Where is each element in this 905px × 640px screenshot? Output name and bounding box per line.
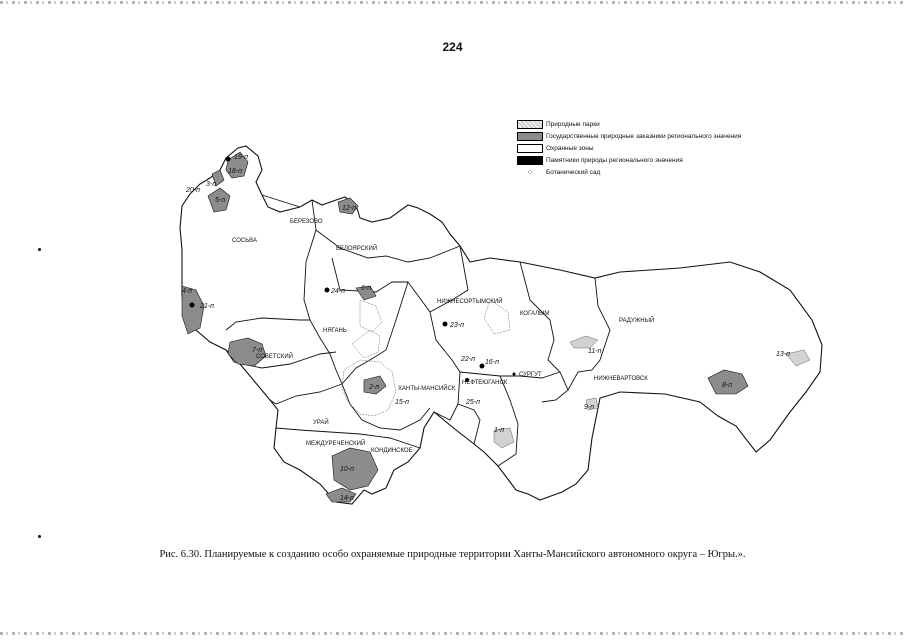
label-sosva: СОСЬВА <box>232 238 257 244</box>
label-berezovo: БЕРЕЗОВО <box>290 219 323 225</box>
oopt-24: 24-п <box>331 288 345 295</box>
oopt-20: 20-п <box>186 187 200 194</box>
bullet-mark <box>38 248 41 251</box>
legend-label: Государственные природные заказники регионального значения <box>546 132 742 140</box>
label-sovetsky: СОВЕТСКИЙ <box>256 354 293 360</box>
park-swatch-icon <box>517 120 543 129</box>
oopt-18: 18-п <box>228 168 242 175</box>
oopt-9: 9-п <box>584 404 595 411</box>
oopt-15: 15-п <box>395 399 409 406</box>
oopt-10: 10-п <box>340 466 354 473</box>
oopt-6: 6-п <box>361 285 372 292</box>
oopt-4: 4-п <box>182 288 193 295</box>
oopt-13: 13-п <box>776 351 790 358</box>
label-nefteyugansk: НЕФТЕЮГАНСК <box>462 380 508 386</box>
oopt-25: 25-п <box>466 399 480 406</box>
label-nyagan: НЯГАНЬ <box>323 328 347 334</box>
oopt-23: 23-п <box>450 322 464 329</box>
legend-item-zones <box>517 142 741 154</box>
oopt-11: 11-п <box>588 348 602 355</box>
zone-swatch-icon <box>517 144 543 153</box>
label-nizhnevartovsk: НИЖНЕВАРТОВСК <box>594 376 648 382</box>
oopt-8: 8-п <box>722 382 733 389</box>
legend-item-reserves <box>517 130 741 142</box>
oopt-21: 21-п <box>200 303 214 310</box>
garden-swatch-icon: ⁘ <box>526 167 534 177</box>
map-legend <box>517 118 741 178</box>
label-surgut: СУРГУТ <box>519 372 542 378</box>
legend-label: Памятники природы регионального значения <box>546 156 683 164</box>
page-number: 224 <box>442 40 463 54</box>
label-khanty-mansiysk: ХАНТЫ-МАНСИЙСК <box>398 386 456 392</box>
oopt-16: 16-п <box>485 359 499 366</box>
figure-caption: Рис. 6.30. Планируемые к созданию особо охраняемые природные территории Ханты-Мансийского автономного округа – Югры.». <box>159 549 746 560</box>
legend-item-parks <box>517 118 741 130</box>
oopt-2: 2-п <box>369 384 380 391</box>
oopt-5: 5-п <box>215 197 226 204</box>
bullet-mark <box>38 535 41 538</box>
oopt-1: 1-п <box>494 427 505 434</box>
label-beloyarsky: БЕЛОЯРСКИЙ <box>336 246 378 252</box>
legend-label: Охранные зоны <box>546 144 594 152</box>
legend-label: Ботанический сад <box>546 168 601 176</box>
monument-swatch-icon <box>517 156 543 165</box>
oopt-12: 12-п <box>342 205 356 212</box>
label-uray: УРАЙ <box>313 420 329 426</box>
oopt-19: 19-п <box>234 154 248 161</box>
oopt-3: 3-п <box>206 181 217 188</box>
label-mezhdurechensky: МЕЖДУРЕЧЕНСКИЙ <box>306 441 366 447</box>
oopt-22: 22-п <box>461 356 475 363</box>
oopt-14: 14-п <box>340 495 354 502</box>
label-kondinskoe: КОНДИНСКОЕ <box>371 448 413 454</box>
label-nizhnesortymsky: НИЖНЕСОРТЫМСКИЙ <box>437 299 503 305</box>
legend-label: Природные парки <box>546 120 600 128</box>
legend-item-monuments <box>517 154 741 166</box>
label-raduzhny: РАДУЖНЫЙ <box>619 318 655 324</box>
reserve-swatch-icon <box>517 132 543 141</box>
legend-item-garden <box>517 166 741 178</box>
oopt-7: 7-п <box>252 347 263 354</box>
label-kogalym: КОГАЛЫМ <box>520 311 550 317</box>
